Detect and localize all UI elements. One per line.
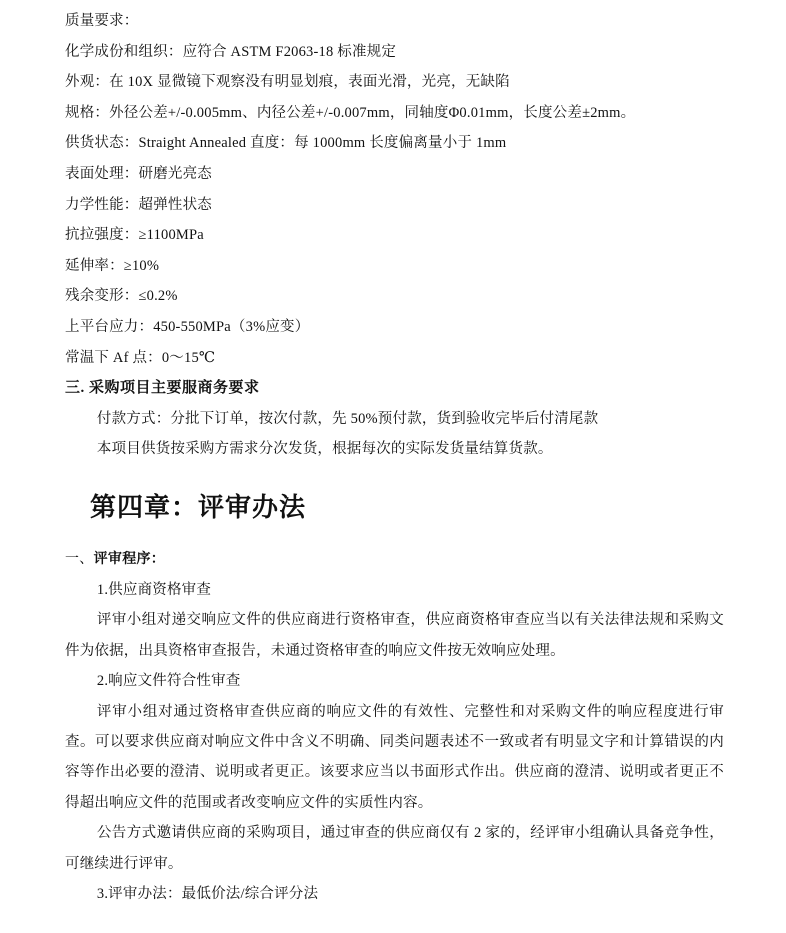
quality-line: 抗拉强度：≥1100MPa bbox=[65, 227, 204, 244]
quality-line: 力学性能：超弹性状态 bbox=[65, 196, 212, 213]
review-item3-title: 3.评审办法：最低价法/综合评分法 bbox=[96, 885, 319, 902]
delivery-terms-paragraph: 本项目供货按采购方需求分次发货，根据每次的实际发货量结算货款。 bbox=[96, 441, 553, 458]
quality-line: 化学成份和组织：应符合 ASTM F2063-18 标准规定 bbox=[65, 43, 397, 60]
quality-line: 上平台应力：450-550MPa（3%应变） bbox=[65, 318, 310, 335]
quality-requirements-section bbox=[65, 6, 724, 373]
quality-line: 外观：在 10X 显微镜下观察没有明显划痕，表面光滑，光亮，无缺陷 bbox=[65, 74, 510, 91]
quality-line: 质量要求： bbox=[65, 13, 139, 29]
quality-line: 残余变形：≤0.2% bbox=[65, 288, 178, 305]
section-three-heading: 三. 采购项目主要服商务要求 bbox=[65, 380, 260, 397]
quality-line: 表面处理：研磨光亮态 bbox=[65, 165, 212, 182]
commercial-requirements-section bbox=[65, 373, 724, 465]
quality-line: 规格：外径公差+/-0.005mm、内径公差+/-0.007mm，同轴度Φ0.01mm，长度公差±2mm。 bbox=[65, 104, 636, 121]
review-item2-note: 公告方式邀请供应商的采购项目，通过审查的供应商仅有 2 家的，经评审小组确认具备竞争性，可继续进行评审。 bbox=[65, 825, 724, 872]
payment-terms-paragraph: 付款方式：分批下订单，按次付款，先 50%预付款，货到验收完毕后付清尾款 bbox=[96, 410, 599, 427]
chapter-four-title: 第四章：评审办法 bbox=[90, 492, 307, 522]
review-procedure-section bbox=[65, 547, 724, 909]
quality-line: 延伸率：≥10% bbox=[65, 257, 160, 274]
review-procedure-heading bbox=[65, 547, 724, 573]
review-item2-body: 评审小组对通过资格审查供应商的响应文件的有效性、完整性和对采购文件的响应程度进行审查。可以要求供应商对响应文件中含义不明确、同类问题表述不一致或者有明显文字和计算错误的内容等作出必要的澄清、说明或者更正。该要求应当以书面形式作出。供应商的澄清、说明或者更正不得超出响应文件的范围或者改变响应文件的实质性内容。 bbox=[65, 703, 724, 811]
review-heading-prefix: 一、 bbox=[65, 551, 94, 567]
review-item2-title: 2.响应文件符合性审查 bbox=[96, 673, 241, 690]
review-item1-body: 评审小组对递交响应文件的供应商进行资格审查，供应商资格审查应当以有关法律法规和采购文件为依据，出具资格审查报告，未通过资格审查的响应文件按无效响应处理。 bbox=[65, 612, 724, 659]
review-item1-title: 1.供应商资格审查 bbox=[96, 581, 212, 598]
quality-line: 供货状态：Straight Annealed 直度：每 1000mm 长度偏离量小于 1mm bbox=[65, 135, 507, 152]
quality-line: 常温下 Af 点：0～15℃ bbox=[65, 349, 216, 366]
review-heading-text: 评审程序： bbox=[93, 551, 166, 567]
